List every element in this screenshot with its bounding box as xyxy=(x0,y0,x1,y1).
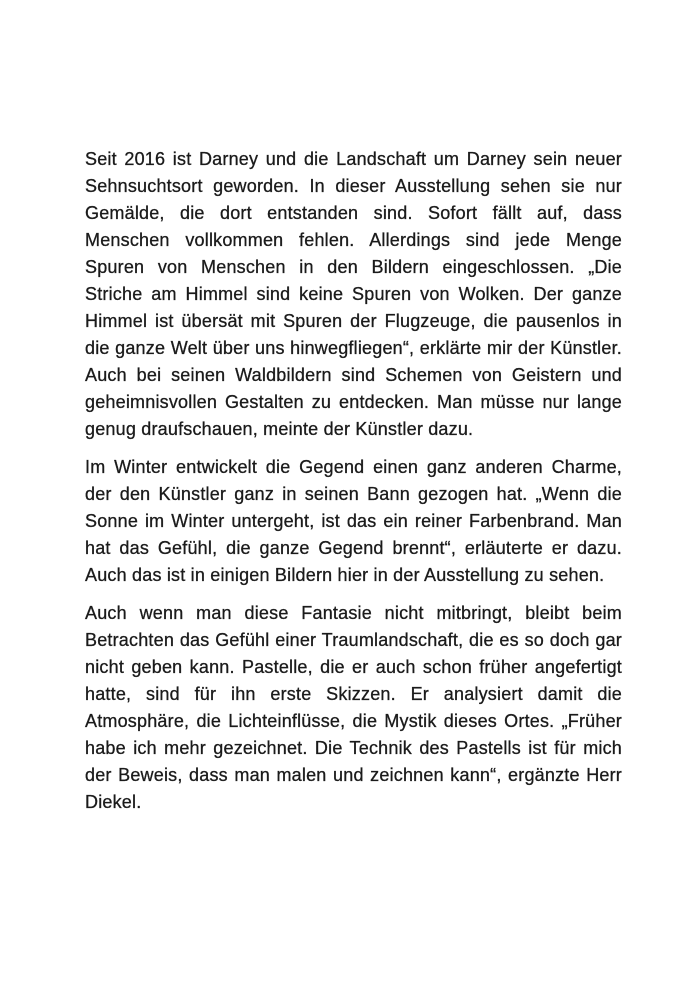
paragraph-3: Auch wenn man diese Fantasie nicht mitbringt, bleibt beim Betrachten das Gefühl einer Traumlandschaft, die es so doch gar nicht geben kann. Pastelle, die er auch schon früher angefertigt hatte, sind für ihn erste Skizzen. Er analysiert damit die Atmosphäre, die Lichteinflüsse, die Mystik dieses Ortes. „Früher habe ich mehr gezeichnet. Die Technik des Pastells ist für mich der Beweis, dass man malen und zeichnen kann“, ergänzte Herr Diekel. xyxy=(85,603,622,812)
document-text-block xyxy=(85,146,622,827)
paragraph-1: Seit 2016 ist Darney und die Landschaft um Darney sein neuer Sehnsuchtsort geworden. In dieser Ausstellung sehen sie nur Gemälde, die dort entstanden sind. Sofort fällt auf, dass Menschen vollkommen fehlen. Allerdings sind jede Menge Spuren von Menschen in den Bildern eingeschlossen. „Die Striche am Himmel sind keine Spuren von Wolken. Der ganze Himmel ist übersät mit Spuren der Flugzeuge, die pausenlos in die ganze Welt über uns hinwegfliegen“, erklärte mir der Künstler. Auch bei seinen Waldbildern sind Schemen von Geistern und geheimnisvollen Gestalten zu entdecken. Man müsse nur lange genug draufschauen, meinte der Künstler dazu. xyxy=(85,149,622,439)
paragraph-2: Im Winter entwickelt die Gegend einen ganz anderen Charme, der den Künstler ganz in seinen Bann gezogen hat. „Wenn die Sonne im Winter untergeht, ist das ein reiner Farbenbrand. Man hat das Gefühl, die ganze Gegend brennt“, erläuterte er dazu. Auch das ist in einigen Bildern hier in der Ausstellung zu sehen. xyxy=(85,457,622,585)
